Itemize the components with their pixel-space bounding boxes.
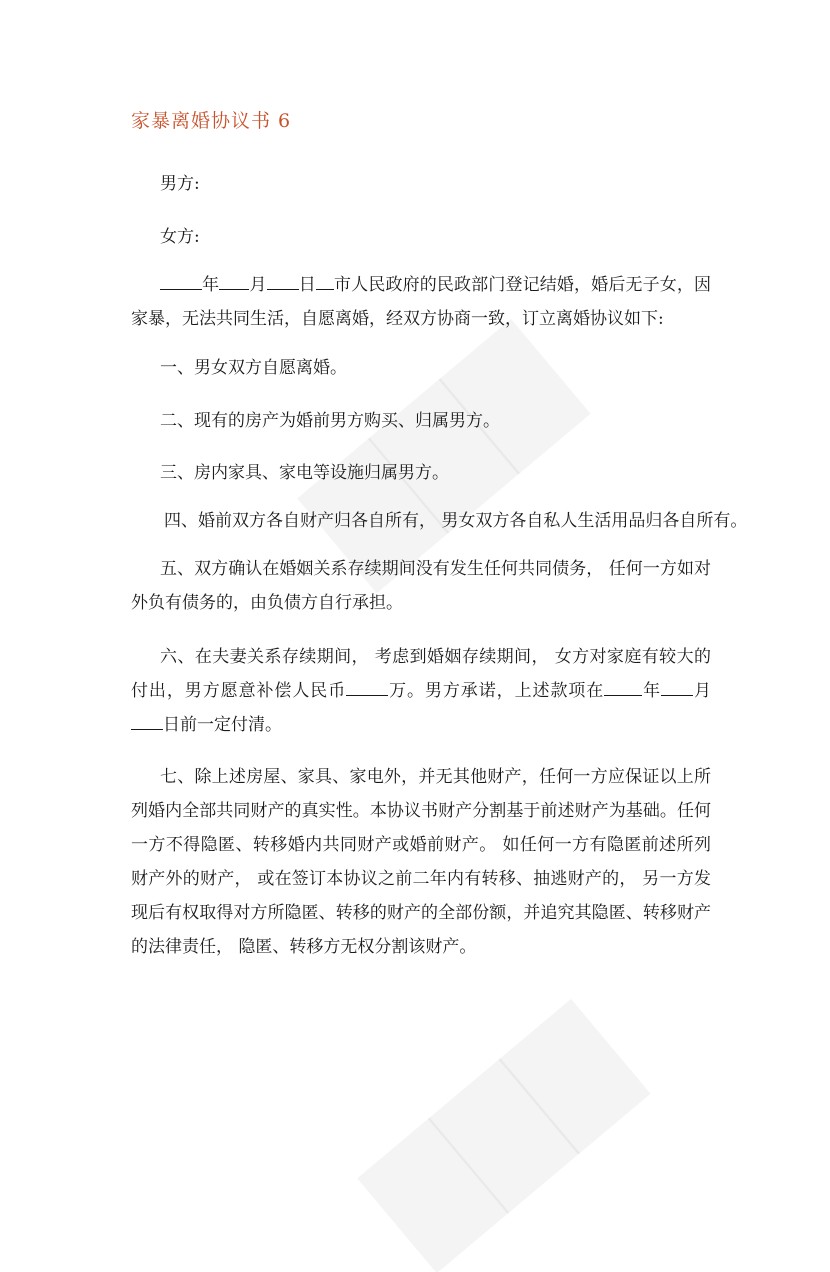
watermark bbox=[348, 987, 649, 1271]
clause-6 bbox=[131, 640, 711, 742]
blank-pay-day[interactable] bbox=[131, 711, 163, 730]
intro-day-label: 日 bbox=[298, 275, 316, 295]
blank-pay-year[interactable] bbox=[604, 677, 642, 696]
blank-amount[interactable] bbox=[346, 677, 388, 696]
clause-6-text-1: 六、在夫妻关系存续期间， 考虑到婚姻存续期间， 女方对家庭有较大的付出，男方愿意补偿人民币 bbox=[131, 647, 711, 701]
clause-6-text-2: 万。男方承诺，上述款项在 bbox=[388, 681, 605, 701]
blank-pay-month[interactable] bbox=[661, 677, 693, 696]
clause-6-year-label: 年 bbox=[642, 681, 662, 701]
blank-year[interactable] bbox=[160, 271, 202, 290]
clause-7: 七、除上述房屋、家具、家电外，并无其他财产，任何一方应保证以上所列婚内全部共同财产的真实性。本协议书财产分割基于前述财产为基础。任何一方不得隐匿、转移婚内共同财产或婚前财产。 如任何一方有隐匿前述所列财产外的财产， 或在签订本协议之前二年内有转移、抽逃财产的， 另一方发现后有权取得对方所隐匿、转移的财产的全部份额，并追究其隐匿、转移财产的法律责任， 隐匿、转移方无权分割该财产。 bbox=[131, 767, 711, 957]
intro-text-1: 市人民政府的民政部门登记结婚，婚后无子女，因家 bbox=[131, 275, 712, 329]
clause-6-month-label: 月 bbox=[693, 681, 712, 701]
blank-month[interactable] bbox=[219, 271, 249, 290]
blank-day[interactable] bbox=[267, 271, 299, 290]
female-party-label: 女方: bbox=[160, 227, 200, 247]
clause-1: 一、男女双方自愿离婚。 bbox=[160, 358, 347, 378]
male-party-label: 男方: bbox=[160, 174, 200, 194]
intro-paragraph bbox=[131, 268, 711, 336]
watermark bbox=[288, 307, 589, 591]
clause-5: 五、双方确认在婚姻关系存续期间没有发生任何共同债务， 任何一方如对外负有债务的，由负债方自行承担。 bbox=[131, 559, 711, 613]
intro-year-label: 年 bbox=[202, 275, 220, 295]
clause-2: 二、现有的房产为婚前男方购买、归属男方。 bbox=[160, 411, 500, 431]
clause-4: 四、婚前双方各自财产归各自所有， 男女双方各自私人生活用品归各自所有。 bbox=[164, 511, 748, 531]
intro-month-label: 月 bbox=[249, 275, 267, 295]
intro-text-2: 暴，无法共同生活，自愿离婚，经双方协商一致，订立离婚协议如下: bbox=[148, 309, 664, 329]
document-title: 家暴离婚协议书 6 bbox=[131, 110, 292, 132]
clause-6-text-3: 日前一定付清。 bbox=[163, 715, 282, 735]
blank-city[interactable] bbox=[316, 271, 334, 290]
clause-3: 三、房内家具、家电等设施归属男方。 bbox=[160, 463, 449, 483]
